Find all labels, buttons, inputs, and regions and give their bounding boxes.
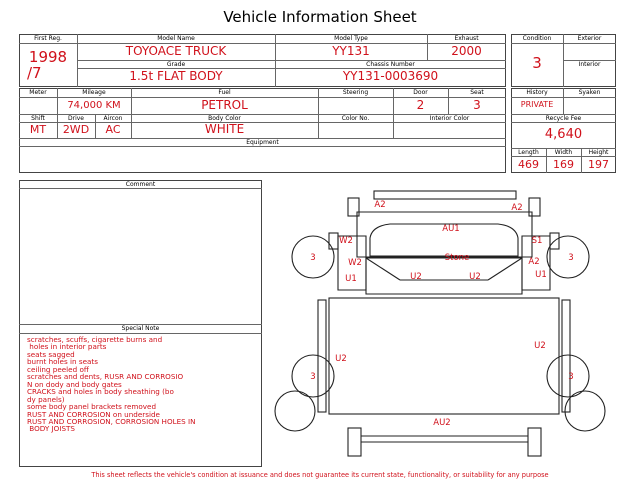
color-no-label: Color No. [341, 115, 370, 122]
grade-label: Grade [166, 61, 186, 68]
exhaust-label: Exhaust [454, 35, 479, 42]
mark-w2-lower: W2 [348, 258, 362, 268]
seat-value: 3 [473, 98, 481, 112]
fuel-label: Fuel [218, 89, 231, 96]
note-line: N on dody and body gates [27, 379, 122, 389]
width-value: 169 [553, 158, 574, 171]
note-line: scratches and dents, RUSR AND CORROSIO [27, 372, 184, 382]
interior-label: Interior [578, 61, 601, 68]
mark-au1: AU1 [442, 224, 460, 234]
note-line: scratches, scuffs, cigarette burns and [27, 335, 163, 344]
rear-bumper-left [348, 428, 361, 456]
aircon-label: Aircon [103, 115, 123, 122]
tire-rear-outer-left [275, 391, 315, 431]
mark-au2: AU2 [433, 418, 451, 428]
height-value: 197 [588, 158, 609, 171]
mark-u2-right-side: U2 [534, 341, 546, 351]
width-label: Width [554, 149, 573, 156]
note-line: burnt holes in seats [27, 357, 98, 367]
shift-label: Shift [31, 115, 45, 122]
tire-rear-outer-right [565, 391, 605, 431]
mark-u1-left: U1 [345, 274, 357, 284]
note-line: some body panel brackets removed [27, 402, 157, 412]
mileage-value: 74,000 KM [67, 100, 121, 111]
note-line: seats sagged [27, 349, 75, 359]
condition-label: Condition [522, 35, 552, 42]
front-bumper-right [529, 198, 540, 216]
mark-u2-center-right: U2 [469, 272, 481, 282]
height-label: Height [588, 149, 609, 156]
interior-color-label: Interior Color [429, 115, 470, 122]
seat-label: Seat [470, 89, 484, 96]
special-note-label: Special Note [121, 325, 160, 332]
door-label: Door [413, 89, 428, 96]
exterior-label: Exterior [577, 35, 602, 42]
cab-roof [366, 258, 522, 294]
model-name-label: Model Name [157, 35, 195, 42]
grade-value: 1.5t FLAT BODY [129, 69, 223, 83]
drive-label: Drive [68, 115, 84, 122]
tire-rear-right-grade: 3 [568, 372, 574, 382]
history-value: PRIVATE [520, 100, 554, 109]
steering-label: Steering [342, 89, 369, 96]
mark-a2-right: A2 [528, 257, 540, 267]
length-value: 469 [518, 158, 539, 171]
aircon-value: AC [105, 123, 121, 136]
recycle-fee-label: Recycle Fee [545, 115, 582, 122]
chassis-number-value: YY131-0003690 [342, 69, 439, 83]
note-line: BODY JOISTS [27, 424, 75, 434]
chassis-number-label: Chassis Number [366, 61, 415, 68]
comment-label: Comment [125, 181, 156, 188]
door-value: 2 [416, 98, 425, 112]
first-reg-label: First Reg. [34, 35, 62, 42]
note-line: ceiling peeled off [27, 364, 89, 374]
syaken-label: Syaken [578, 89, 601, 96]
note-line: holes in interior parts [27, 342, 107, 352]
roof-line [366, 258, 400, 280]
front-bumper-top [374, 191, 516, 199]
mark-u1-right: U1 [535, 270, 547, 280]
mark-stone: Stone [444, 253, 470, 263]
model-type-label: Model Type [334, 35, 368, 42]
condition-value: 3 [532, 54, 542, 72]
mark-a2-top-right: A2 [511, 203, 523, 213]
cab-outline [357, 212, 532, 257]
shift-value: MT [29, 123, 47, 136]
recycle-fee-value: 4,640 [544, 127, 583, 142]
mark-u2-center-left: U2 [410, 272, 422, 282]
mark-a2-top-left: A2 [374, 200, 386, 210]
model-type-value: YY131 [332, 44, 370, 58]
exhaust-value: 2000 [451, 44, 482, 58]
mark-u2-left-side: U2 [335, 354, 347, 364]
body-color-label: Body Color [208, 115, 241, 122]
tire-front-right-grade: 3 [568, 253, 574, 263]
sheet-title: Vehicle Information Sheet [223, 8, 417, 26]
note-line: CRACKS and holes in body sheathing (bo [27, 387, 174, 397]
first-reg-month: /7 [27, 64, 42, 82]
mileage-label: Mileage [82, 89, 106, 96]
meter-label: Meter [29, 89, 47, 96]
model-name-value: TOYOACE TRUCK [125, 44, 227, 58]
fuel-value: PETROL [201, 98, 248, 112]
first-reg-year: 1998 [28, 48, 68, 66]
mark-w2-upper: W2 [339, 236, 353, 246]
length-label: Length [518, 149, 539, 156]
tire-front-left-grade: 3 [310, 253, 316, 263]
history-label: History [526, 89, 548, 96]
note-line: RUST AND CORROSION on underside [27, 409, 160, 419]
note-line: RUST AND CORROSION, CORROSION HOLES IN [27, 416, 196, 426]
mark-s1: S1 [531, 236, 543, 246]
equipment-label: Equipment [246, 139, 279, 146]
drive-value: 2WD [62, 123, 90, 136]
rear-bumper-right [528, 428, 541, 456]
tire-rear-left-grade: 3 [310, 372, 316, 382]
cargo-bed [329, 298, 559, 414]
disclaimer-footer: This sheet reflects the vehicle's condition at issuance and does not guarantee its current state, functionality, or suitability for any purpose [91, 471, 549, 479]
body-color-value: WHITE [204, 122, 245, 136]
note-line: dy panels) [27, 394, 65, 404]
